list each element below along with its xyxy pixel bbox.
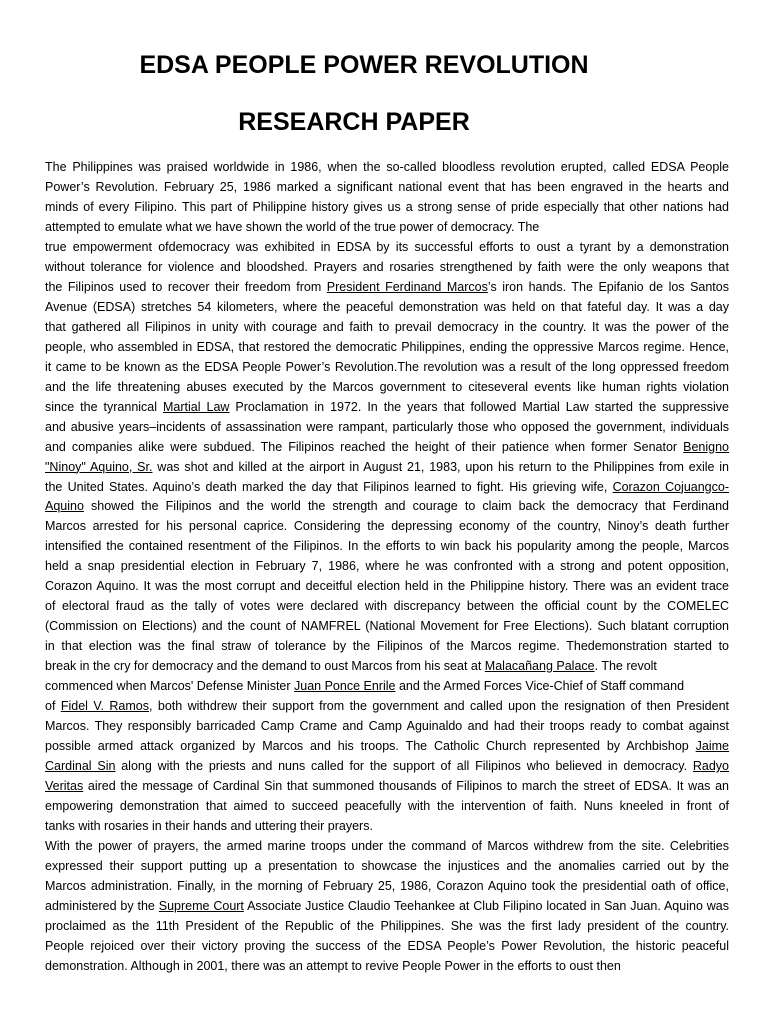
hyperlink[interactable]: "Ninoy" Aquino, Sr.	[45, 459, 153, 474]
text-span: of	[45, 699, 61, 714]
text-line	[45, 817, 729, 837]
text-line	[45, 478, 729, 498]
text-line	[45, 737, 729, 757]
text-span: aired the message of Cardinal Sin that summoned thousands of Filipinos to march the street of EDSA. It was an	[83, 779, 729, 794]
text-line	[45, 298, 729, 318]
text-span: Associate Justice Claudio Teehankee at Club Filipino located in San Juan. Aquino was	[243, 898, 729, 913]
text-span: Proclamation in 1972. In the years that followed Martial Law started the suppressive	[229, 399, 729, 414]
hyperlink[interactable]: Fidel V. Ramos	[60, 699, 150, 714]
text-line	[45, 438, 729, 458]
text-span: Marcos arrested for his personal caprice. Considering the depressing economy of the country, Ninoy’s death further	[45, 519, 729, 534]
text-line	[45, 537, 729, 557]
text-line	[45, 637, 729, 657]
text-span: ’s iron hands. The Epifanio de los Santos	[487, 279, 729, 294]
text-span: Marcos. They responsibly barricaded Camp Crame and Camp Aguinaldo and had their troops ready to combat against	[45, 719, 729, 734]
text-line	[45, 777, 729, 797]
text-line	[45, 278, 729, 298]
text-line	[45, 238, 729, 258]
text-span: was shot and killed at the airport in August 21, 1983, upon his return to the Philippines from exile in	[152, 459, 729, 474]
text-span: administered by the	[45, 898, 159, 913]
document-title: EDSA PEOPLE POWER REVOLUTION	[139, 51, 589, 79]
hyperlink[interactable]: Malacañang Palace	[484, 659, 595, 674]
text-line	[45, 158, 729, 178]
text-span: without tolerance for violence and bloodshed. Prayers and rosaries strengthened by faith were the only weapons that	[45, 259, 729, 274]
text-span: people, who assembled in EDSA, that restored the democratic Philippines, ending the oppressive Marcos regime. Hence,	[45, 339, 729, 354]
text-span: of electoral fraud as the tally of votes were declared with discrepancy between the official count by the COMELEC	[45, 599, 729, 614]
hyperlink[interactable]: Jaime	[695, 739, 729, 754]
text-line	[45, 577, 729, 597]
text-line	[45, 797, 729, 817]
text-span: People rejoiced over their victory proving the success of the EDSA People’s Power Revolution, the historic peaceful	[45, 938, 729, 953]
text-span: and the Armed Forces Vice-Chief of Staff command	[395, 679, 685, 694]
text-line	[45, 657, 729, 677]
hyperlink[interactable]: Veritas	[45, 779, 84, 794]
text-line	[45, 597, 729, 617]
text-line	[45, 418, 729, 438]
text-span: it came to be known as the EDSA People Power’s Revolution.The revolution was a result of the long oppressed freedom	[45, 359, 729, 374]
text-span: that gathered all Filipinos in unity with courage and faith to prevail democracy in the country. It was the power of the	[45, 319, 729, 334]
text-span: tanks with rosaries in their hands and uttering their prayers.	[45, 818, 373, 833]
text-line	[45, 897, 729, 917]
text-line	[45, 258, 729, 278]
hyperlink[interactable]: Cardinal Sin	[45, 759, 116, 774]
hyperlink[interactable]: Martial Law	[163, 399, 230, 414]
text-line	[45, 178, 729, 198]
text-span: Power’s Revolution. February 25, 1986 marked a significant national event that has been engraved in the hearts and	[45, 179, 729, 194]
text-line	[45, 717, 729, 737]
text-span: the Filipinos used to recover their freedom from	[45, 279, 327, 294]
text-span: intensified the contained resentment of the Filipinos. In the efforts to win back his popularity among the people, Marcos	[45, 539, 729, 554]
text-span: showed the Filipinos and the world the strength and courage to claim back the democracy that Ferdinand	[83, 499, 729, 514]
text-span: commenced when Marcos' Defense Minister	[45, 679, 295, 694]
text-span: attempted to emulate what we have shown the world of the true power of democracy. The	[45, 219, 540, 234]
text-span: and companies alike were subdued. The Filipinos reached the height of their patience when former Senator	[45, 439, 684, 454]
text-span: and abusive years–incidents of assassination were rampant, particularly those who opposed the government, individuals	[45, 419, 729, 434]
text-line	[45, 917, 729, 937]
text-line	[45, 497, 729, 517]
text-line	[45, 557, 729, 577]
text-span: The Philippines was praised worldwide in 1986, when the so-called bloodless revolution erupted, called EDSA People	[45, 160, 729, 174]
text-span: proclaimed as the 11th President of the Republic of the Philippines. She was the first lady president of the country.	[45, 918, 729, 933]
text-line	[45, 677, 729, 697]
text-line	[45, 937, 729, 957]
text-span: held a snap presidential election in February 7, 1986, where he was confronted with a strong and potent opposition,	[45, 559, 729, 574]
hyperlink[interactable]: Juan Ponce Enrile	[294, 679, 396, 694]
body-text	[45, 158, 729, 977]
text-line	[45, 198, 729, 218]
text-line	[45, 697, 729, 717]
text-span: true empowerment ofdemocracy was exhibited in EDSA by its successful efforts to oust a tyrant by a demonstration	[45, 239, 729, 254]
document-subtitle: RESEARCH PAPER	[238, 108, 470, 136]
text-span: minds of every Filipino. This part of Philippine history gives us a strong sense of pride especially that other nations had	[45, 199, 729, 214]
text-line	[45, 617, 729, 637]
text-span: demonstration. Although in 2001, there was an attempt to revive People Power in the efforts to oust then	[45, 958, 621, 973]
text-line	[45, 757, 729, 777]
hyperlink[interactable]: Supreme Court	[158, 898, 244, 913]
text-span: Avenue (EDSA) stretches 54 kilometers, where the peaceful demonstration was held on that fateful day. It was a day	[45, 299, 729, 314]
hyperlink[interactable]: Radyo	[692, 759, 729, 774]
hyperlink[interactable]: President Ferdinand Marcos	[326, 279, 488, 294]
text-line	[45, 398, 729, 418]
text-span: With the power of prayers, the armed marine troops under the command of Marcos withdrew from the site. Celebrities	[45, 838, 729, 853]
text-span: empowering demonstration that aimed to succeed peacefully with the intervention of faith. Nuns kneeled in front of	[45, 799, 729, 813]
text-line	[45, 458, 729, 478]
text-line	[45, 517, 729, 537]
hyperlink[interactable]: Benigno	[683, 439, 729, 454]
text-span: , both withdrew their support from the government and called upon the resignation of then President	[149, 699, 730, 714]
hyperlink[interactable]: Corazon Cojuangco-	[612, 479, 729, 494]
text-span: possible armed attack organized by Marcos and his troops. The Catholic Church represented by Archbishop	[45, 739, 696, 754]
text-line	[45, 378, 729, 398]
text-span: (Commission on Elections) and the count of NAMFREL (National Movement for Free Elections). Such blatant corruption	[45, 619, 729, 634]
text-line	[45, 837, 729, 857]
hyperlink[interactable]: Aquino	[45, 499, 84, 514]
text-span: Marcos administration. Finally, in the morning of February 25, 1986, Corazon Aquino took the presidential oath of office,	[45, 878, 729, 893]
text-line	[45, 218, 729, 238]
text-span: expressed their support putting up a presentation to showcase the injustices and the anomalies carried out by the	[45, 858, 729, 873]
text-span: and the life threatening abuses executed by the Marcos government to citeseveral events like human rights violation	[45, 379, 729, 394]
text-span: break in the cry for democracy and the demand to oust Marcos from his seat at	[45, 659, 485, 674]
text-line	[45, 857, 729, 877]
text-span: . The revolt	[594, 659, 657, 674]
text-line	[45, 338, 729, 358]
text-span: in that election was the final straw of tolerance by the Filipinos of the Marcos regime. Thedemonstration started to	[45, 639, 729, 654]
text-line	[45, 957, 729, 977]
text-line	[45, 318, 729, 338]
text-span: Corazon Aquino. It was the most corrupt and deceitful election held in the Philippine history. There was an evident trace	[45, 579, 729, 594]
text-line	[45, 877, 729, 897]
text-line	[45, 358, 729, 378]
text-span: along with the priests and nuns called for the support of all Filipinos who believed in democracy.	[115, 759, 693, 774]
text-span: the United States. Aquino’s death marked the day that Filipinos learned to fight. His grieving wife,	[45, 479, 613, 494]
text-span: since the tyrannical	[45, 399, 164, 414]
